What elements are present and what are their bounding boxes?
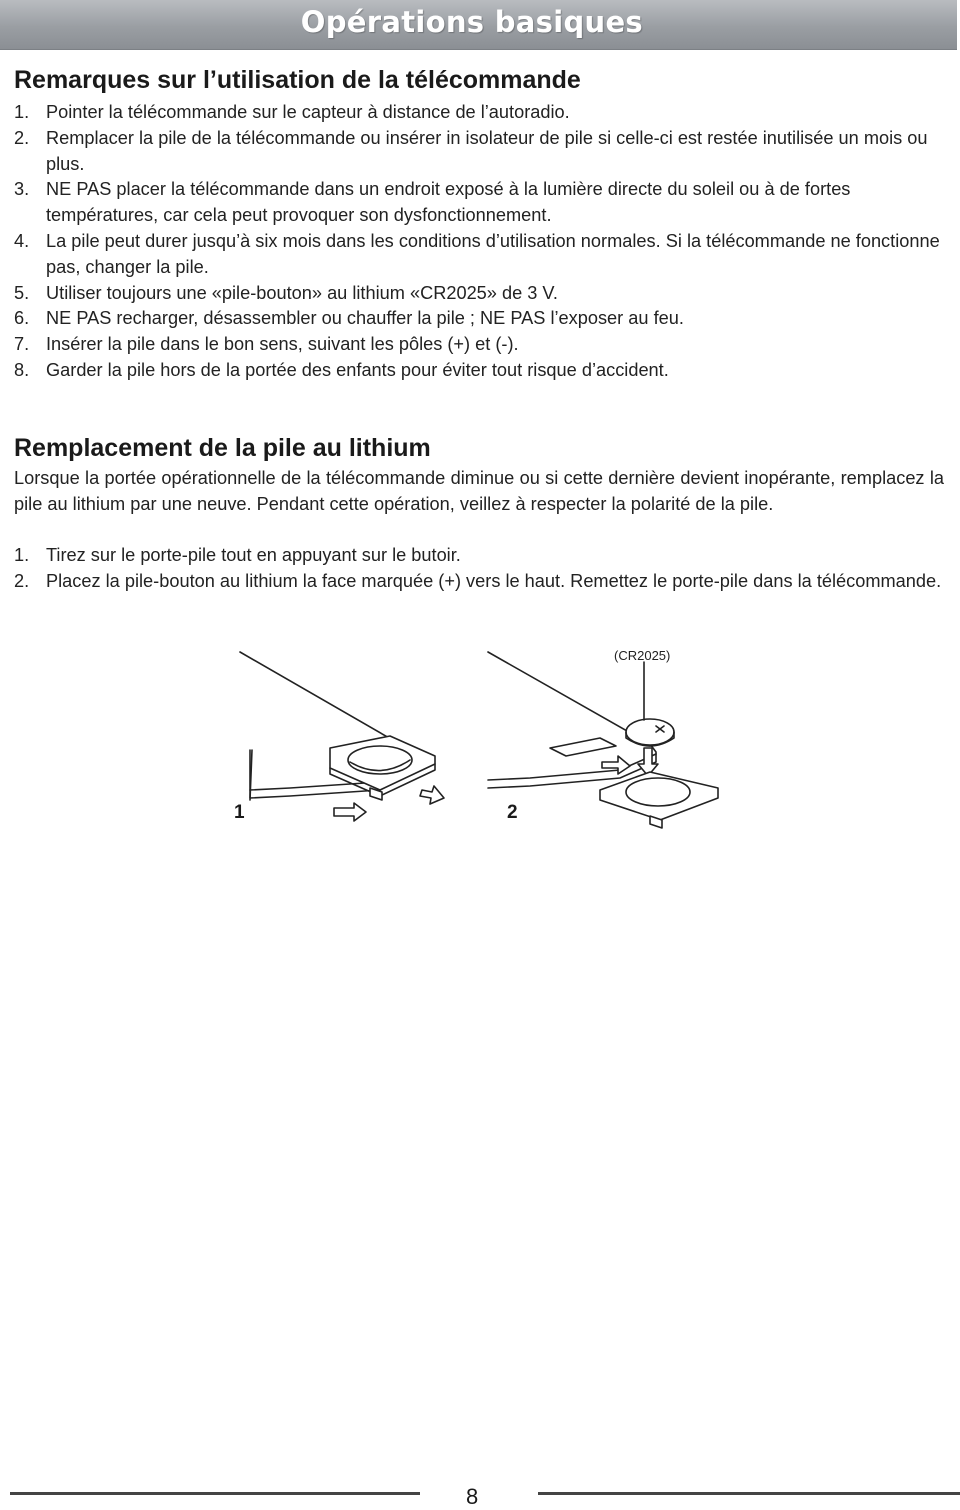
battery-steps-list bbox=[14, 543, 944, 595]
item-text: Garder la pile hors de la portée des enfants pour éviter tout risque d’accident. bbox=[46, 359, 669, 380]
battery-intro-paragraph: Lorsque la portée opérationnelle de la télécommande diminue ou si cette dernière devient inopérante, remplacez la pile au lithium par une neuve. Pendant cette opération, veillez à respecter la polarité de la pile. bbox=[14, 468, 944, 514]
item-number: 8. bbox=[14, 359, 30, 380]
item-text: Utiliser toujours une «pile-bouton» au lithium «CR2025» de 3 V. bbox=[46, 282, 558, 303]
item-number: 7. bbox=[14, 334, 30, 355]
item-text: Placez la pile-bouton au lithium la face marquée (+) vers le haut. Remettez le porte-pile dans la télécommande. bbox=[46, 570, 942, 591]
item-number: 2. bbox=[14, 127, 30, 148]
list-item bbox=[14, 126, 944, 178]
step-1-label: 1 bbox=[234, 802, 245, 823]
item-number: 3. bbox=[14, 179, 30, 200]
list-item bbox=[14, 100, 944, 126]
item-number: 1. bbox=[14, 102, 30, 122]
page-title: Opérations basiques bbox=[300, 5, 643, 39]
item-text: NE PAS placer la télécommande dans un endroit exposé à la lumière directe du soleil ou à de fortes températures, car cela peut provoquer son dysfonctionnement. bbox=[46, 179, 851, 226]
item-number: 5. bbox=[14, 282, 30, 303]
item-text: Insérer la pile dans le bon sens, suivant les pôles (+) et (-). bbox=[46, 334, 519, 355]
item-text: NE PAS recharger, désassembler ou chauffer la pile ; NE PAS l’exposer au feu. bbox=[46, 308, 684, 329]
list-item bbox=[14, 543, 944, 569]
list-item bbox=[14, 281, 944, 307]
battery-model-label: (CR2025) bbox=[614, 648, 671, 663]
remote-notes-list bbox=[14, 100, 944, 384]
item-text: Pointer la télécommande sur le capteur à distance de l’autoradio. bbox=[46, 102, 570, 122]
item-text: La pile peut durer jusqu’à six mois dans les conditions d’utilisation normales. Si la télécommande ne fonctionne pas, changer la pile. bbox=[46, 230, 940, 277]
item-number: 6. bbox=[14, 308, 30, 329]
list-item bbox=[14, 332, 944, 358]
header-bar bbox=[0, 0, 957, 50]
section-title-remote-notes: Remarques sur l’utilisation de la télécommande bbox=[14, 66, 581, 94]
step-2-label: 2 bbox=[507, 802, 518, 823]
list-item bbox=[14, 569, 944, 595]
page-number: 8 bbox=[466, 1484, 479, 1509]
list-item bbox=[14, 229, 944, 281]
list-item bbox=[14, 306, 944, 332]
list-item bbox=[14, 358, 944, 384]
item-text: Remplacer la pile de la télécommande ou insérer in isolateur de pile si celle-ci est restée inutilisée un mois ou plus. bbox=[46, 127, 928, 174]
remote-control-step2-drawing bbox=[488, 652, 718, 828]
footer-divider-right bbox=[538, 1492, 960, 1495]
item-number: 4. bbox=[14, 230, 30, 251]
item-text: Tirez sur le porte-pile tout en appuyant sur le butoir. bbox=[46, 545, 461, 565]
item-number: 2. bbox=[14, 570, 30, 591]
section-title-battery-replacement: Remplacement de la pile au lithium bbox=[14, 434, 431, 462]
list-item bbox=[14, 177, 944, 229]
footer-divider-left bbox=[10, 1492, 420, 1495]
remote-control-step1-drawing bbox=[240, 652, 444, 821]
item-number: 1. bbox=[14, 545, 30, 565]
battery-replacement-illustration bbox=[230, 640, 730, 840]
